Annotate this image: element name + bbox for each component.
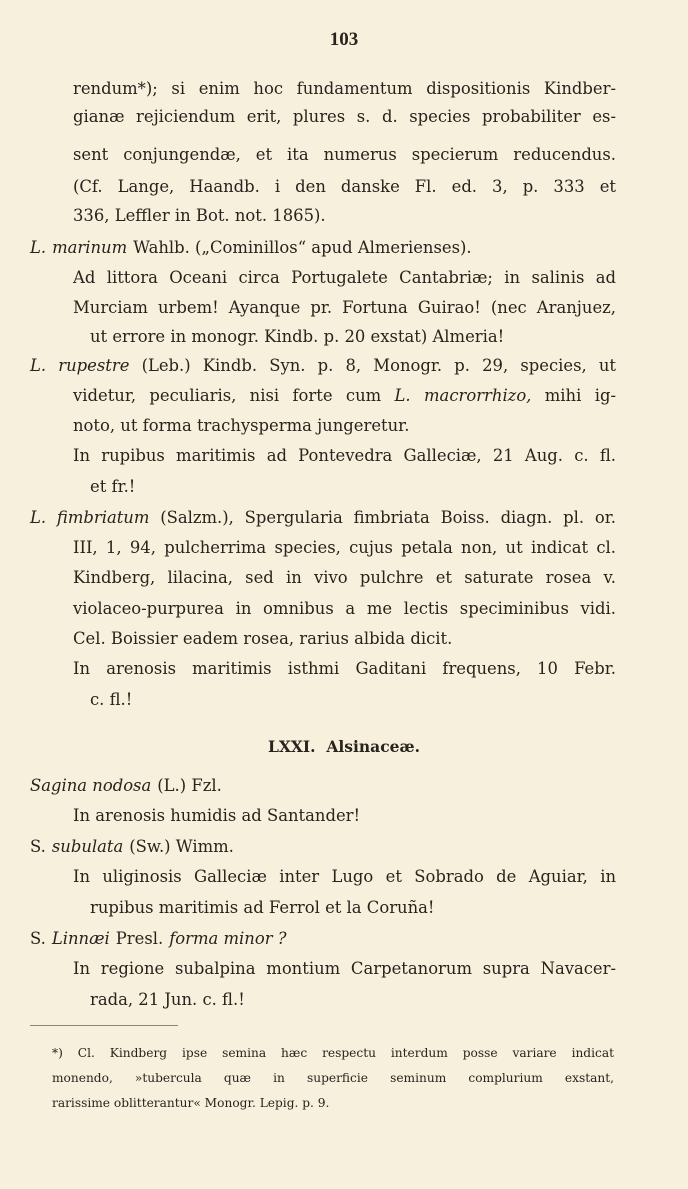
genus-abbr: L. [30,508,47,527]
text-line: (Cf. Lange, Haandb. i den danske Fl. ed. 3, p. 333 et [73,177,616,196]
text-line: c. fl.! [90,690,133,709]
genus-abbr: L. [394,386,411,405]
text-line: noto, ut forma trachysperma jungeretur. [73,416,410,435]
text-line: Kindberg, lilacina, sed in vivo pulchre et saturate rosea v. [73,568,616,587]
species-authority: (L.) Fzl. [157,776,222,795]
species-name: macrorrhizo, [424,386,532,405]
text-line: In arenosis humidis ad Santander! [73,806,361,825]
text-line: III, 1, 94, pulcherrima species, cujus petala non, ut indicat cl. [73,538,616,557]
text-line: In rupibus maritimis ad Pontevedra Galleciæ, 21 Aug. c. fl. [73,446,616,465]
species-name: rupestre [58,356,130,375]
species-name: subulata [51,837,124,856]
species-entry-rupestre [30,356,616,376]
text-line: rada, 21 Jun. c. fl.! [90,990,245,1009]
species-entry-marinum [30,238,472,258]
text-line: gianæ rejiciendum erit, plures s. d. species probabiliter es- [73,107,616,126]
species-authority: Wahlb. („Cominillos“ apud Almerienses). [133,238,472,257]
text-line: Cel. Boissier eadem rosea, rarius albida dicit. [73,629,453,648]
text-line: sent conjungendæ, et ita numerus specierum reducendus. [73,145,616,164]
text-line: Ad littora Oceani circa Portugalete Cantabriæ; in salinis ad [73,268,616,287]
species-entry-fimbriatum [30,508,616,528]
genus-abbr: S. [30,837,46,856]
text-fragment: videtur, peculiaris, nisi forte cum [73,386,382,405]
genus-abbr: L. [30,238,47,257]
section-title: Alsinaceæ. [326,737,421,756]
genus-abbr: S. [30,929,46,948]
species-name: Linnæi [51,929,110,948]
forma-label: forma minor ? [169,929,287,948]
species-name: Sagina nodosa [30,776,152,795]
text-line: In arenosis maritimis isthmi Gaditani frequens, 10 Febr. [73,659,616,678]
genus-abbr: L. [30,356,47,375]
section-numeral: LXXI. [267,737,316,756]
text-line-with-reference [73,386,616,406]
species-entry-nodosa [30,776,222,796]
text-line: rendum*); si enim hoc fundamentum dispositionis Kindber- [73,79,616,98]
text-fragment: mihi ig- [544,386,616,405]
species-entry-subulata [30,837,234,857]
footnote-divider [30,1025,178,1026]
species-authority: (Salzm.), Spergularia fimbriata Boiss. diagn. pl. or. [160,508,616,527]
text-line: In regione subalpina montium Carpetanorum supra Navacer- [73,959,616,978]
species-authority: (Leb.) Kindb. Syn. p. 8, Monogr. p. 29, species, ut [141,356,617,375]
text-line: et fr.! [90,477,136,496]
footnote-line: rarissime oblitterantur« Monogr. Lepig. p. 9. [52,1096,330,1110]
text-line: Murciam urbem! Ayanque pr. Fortuna Guirao! (nec Aranjuez, [73,298,616,317]
species-authority: Presl. [115,929,164,948]
species-name: marinum [52,238,128,257]
text-line: In uliginosis Galleciæ inter Lugo et Sobrado de Aguiar, in [73,867,616,886]
text-line: 336, Leffler in Bot. not. 1865). [73,206,326,225]
species-name: fimbriatum [56,508,150,527]
species-entry-linnaei [30,929,287,949]
species-authority: (Sw.) Wimm. [129,837,234,856]
footnote-line: *) Cl. Kindberg ipse semina hæc respectu interdum posse variare indicat [52,1046,614,1060]
text-line: violaceo-purpurea in omnibus a me lectis speciminibus vidi. [73,599,616,618]
footnote-line: monendo, »tubercula quæ in superficie seminum complurium exstant, [52,1071,614,1085]
page-number: 103 [329,29,359,50]
text-line: ut errore in monogr. Kindb. p. 20 exstat) Almeria! [90,327,505,346]
text-line: rupibus maritimis ad Ferrol et la Coruña! [90,898,435,917]
section-heading [0,737,688,757]
